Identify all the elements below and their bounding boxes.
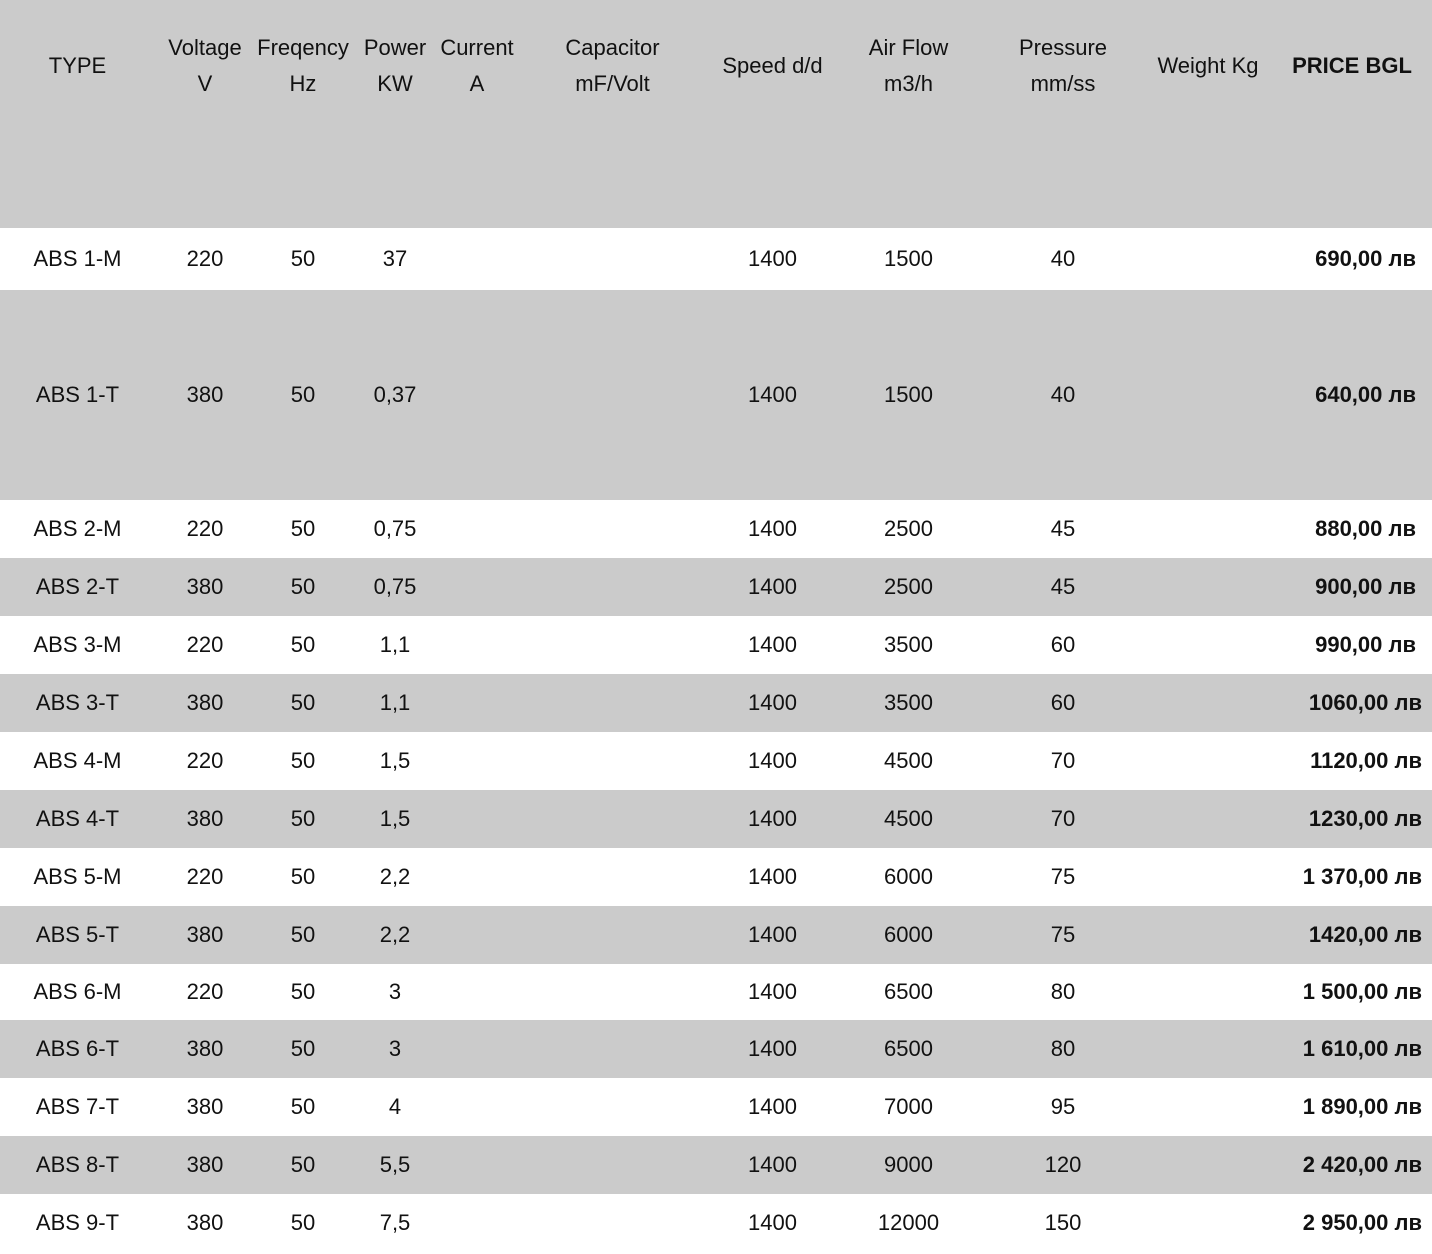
cell-pressure: 70 bbox=[1050, 748, 1076, 773]
cell-pressure: 45 bbox=[1050, 574, 1076, 599]
cell-power: 2,2 bbox=[379, 922, 411, 947]
cell-power: 1,5 bbox=[379, 748, 411, 773]
cell-current bbox=[439, 1020, 515, 1078]
cell-frequency: 50 bbox=[290, 690, 316, 715]
cell-pressure: 45 bbox=[1050, 516, 1076, 541]
cell-frequency: 50 bbox=[290, 516, 316, 541]
column-header-pressure-unit: mm/ss bbox=[1030, 71, 1096, 96]
cell-pressure: 80 bbox=[1050, 979, 1076, 1004]
column-header-power-label: Power bbox=[363, 35, 427, 60]
cell-speed: 1400 bbox=[748, 922, 797, 947]
cell-current bbox=[439, 616, 515, 674]
column-header-power-unit: KW bbox=[377, 71, 413, 96]
cell-power: 0,75 bbox=[373, 516, 417, 541]
cell-power: 1,1 bbox=[379, 690, 411, 715]
cell-current bbox=[439, 790, 515, 848]
cell-airflow: 2500 bbox=[884, 574, 933, 599]
cell-speed: 1400 bbox=[748, 632, 797, 657]
column-header-voltage-label: Voltage bbox=[168, 35, 242, 60]
cell-type: ABS 2-T bbox=[35, 574, 120, 599]
cell-power: 7,5 bbox=[379, 1210, 411, 1235]
column-header-current bbox=[439, 0, 515, 228]
cell-voltage: 220 bbox=[186, 748, 224, 773]
cell-price: 1120,00 лв bbox=[1310, 748, 1422, 773]
column-header-voltage-unit: V bbox=[197, 71, 213, 96]
cell-current bbox=[439, 1194, 515, 1252]
cell-power: 3 bbox=[388, 1036, 402, 1061]
cell-power: 3 bbox=[388, 979, 402, 1004]
cell-power: 0,37 bbox=[373, 382, 417, 407]
column-header-price-label: PRICE BGL bbox=[1292, 53, 1412, 78]
column-header-pressure bbox=[982, 0, 1144, 228]
cell-voltage: 380 bbox=[186, 1152, 224, 1177]
cell-type: ABS 7-T bbox=[35, 1094, 120, 1119]
cell-pressure: 75 bbox=[1050, 864, 1076, 889]
cell-voltage: 380 bbox=[186, 922, 224, 947]
cell-pressure: 70 bbox=[1050, 806, 1076, 831]
cell-voltage: 380 bbox=[186, 806, 224, 831]
cell-speed: 1400 bbox=[748, 748, 797, 773]
cell-price: 1 890,00 лв bbox=[1302, 1094, 1422, 1119]
table-row bbox=[0, 674, 1432, 732]
cell-power: 1,1 bbox=[379, 632, 411, 657]
column-header-speed-label: Speed d/d bbox=[722, 53, 823, 78]
cell-weight bbox=[1144, 732, 1272, 790]
cell-frequency: 50 bbox=[290, 922, 316, 947]
cell-airflow: 12000 bbox=[877, 1210, 940, 1235]
cell-price: 640,00 лв bbox=[1315, 382, 1416, 407]
cell-current bbox=[439, 964, 515, 1020]
cell-type: ABS 1-T bbox=[35, 382, 120, 407]
cell-power: 5,5 bbox=[379, 1152, 411, 1177]
cell-weight bbox=[1144, 1194, 1272, 1252]
cell-pressure: 40 bbox=[1050, 246, 1076, 271]
cell-power: 37 bbox=[382, 246, 408, 271]
cell-speed: 1400 bbox=[748, 979, 797, 1004]
table-row bbox=[0, 290, 1432, 500]
cell-price: 1 370,00 лв bbox=[1302, 864, 1422, 889]
cell-frequency: 50 bbox=[290, 632, 316, 657]
cell-speed: 1400 bbox=[748, 1036, 797, 1061]
cell-capacitor bbox=[515, 1078, 710, 1136]
table-row bbox=[0, 1078, 1432, 1136]
column-header-power bbox=[351, 0, 439, 228]
table-row bbox=[0, 964, 1432, 1020]
cell-frequency: 50 bbox=[290, 1152, 316, 1177]
cell-capacitor bbox=[515, 964, 710, 1020]
column-header-airflow-unit: m3/h bbox=[884, 71, 933, 96]
cell-airflow: 6000 bbox=[884, 922, 933, 947]
column-header-price bbox=[1272, 0, 1432, 228]
table-row bbox=[0, 1136, 1432, 1194]
cell-frequency: 50 bbox=[290, 574, 316, 599]
cell-frequency: 50 bbox=[290, 864, 316, 889]
cell-price: 2 950,00 лв bbox=[1302, 1210, 1422, 1235]
cell-frequency: 50 bbox=[290, 246, 316, 271]
cell-pressure: 80 bbox=[1050, 1036, 1076, 1061]
cell-power: 0,75 bbox=[373, 574, 417, 599]
cell-type: ABS 9-T bbox=[35, 1210, 120, 1235]
column-header-type-label: TYPE bbox=[48, 53, 107, 78]
cell-type: ABS 3-M bbox=[33, 632, 122, 657]
cell-voltage: 380 bbox=[186, 690, 224, 715]
cell-voltage: 220 bbox=[186, 632, 224, 657]
column-header-frequency-label: Freqency bbox=[257, 35, 349, 60]
cell-weight bbox=[1144, 906, 1272, 964]
table-row bbox=[0, 616, 1432, 674]
column-header-current-label: Current bbox=[440, 35, 514, 60]
cell-weight bbox=[1144, 1136, 1272, 1194]
cell-weight bbox=[1144, 558, 1272, 616]
cell-price: 1 500,00 лв bbox=[1302, 979, 1422, 1004]
cell-capacitor bbox=[515, 848, 710, 906]
cell-airflow: 2500 bbox=[884, 516, 933, 541]
cell-voltage: 220 bbox=[186, 516, 224, 541]
cell-frequency: 50 bbox=[290, 748, 316, 773]
table-row bbox=[0, 228, 1432, 290]
cell-current bbox=[439, 906, 515, 964]
cell-current bbox=[439, 848, 515, 906]
cell-price: 990,00 лв bbox=[1315, 632, 1416, 657]
column-header-frequency bbox=[255, 0, 351, 228]
cell-capacitor bbox=[515, 558, 710, 616]
cell-capacitor bbox=[515, 228, 710, 290]
cell-weight bbox=[1144, 290, 1272, 500]
column-header-current-unit: A bbox=[469, 71, 485, 96]
cell-price: 690,00 лв bbox=[1315, 246, 1416, 271]
table-row bbox=[0, 732, 1432, 790]
column-header-weight-label: Weight Kg bbox=[1157, 53, 1259, 78]
cell-weight bbox=[1144, 964, 1272, 1020]
cell-airflow: 6500 bbox=[884, 1036, 933, 1061]
cell-capacitor bbox=[515, 906, 710, 964]
column-header-weight bbox=[1144, 0, 1272, 228]
cell-voltage: 220 bbox=[186, 979, 224, 1004]
cell-weight bbox=[1144, 848, 1272, 906]
cell-speed: 1400 bbox=[748, 864, 797, 889]
cell-voltage: 220 bbox=[186, 864, 224, 889]
table-row bbox=[0, 790, 1432, 848]
cell-airflow: 4500 bbox=[884, 748, 933, 773]
cell-capacitor bbox=[515, 674, 710, 732]
cell-type: ABS 8-T bbox=[35, 1152, 120, 1177]
cell-pressure: 60 bbox=[1050, 690, 1076, 715]
cell-price: 1420,00 лв bbox=[1308, 922, 1422, 947]
cell-weight bbox=[1144, 616, 1272, 674]
cell-capacitor bbox=[515, 790, 710, 848]
cell-airflow: 7000 bbox=[884, 1094, 933, 1119]
cell-type: ABS 3-T bbox=[35, 690, 120, 715]
cell-airflow: 9000 bbox=[884, 1152, 933, 1177]
column-header-speed bbox=[710, 0, 835, 228]
cell-speed: 1400 bbox=[748, 1152, 797, 1177]
cell-airflow: 3500 bbox=[884, 632, 933, 657]
cell-current bbox=[439, 732, 515, 790]
cell-price: 2 420,00 лв bbox=[1302, 1152, 1422, 1177]
cell-weight bbox=[1144, 500, 1272, 558]
cell-pressure: 95 bbox=[1050, 1094, 1076, 1119]
table-row bbox=[0, 558, 1432, 616]
column-header-type bbox=[0, 0, 155, 228]
cell-type: ABS 6-T bbox=[35, 1036, 120, 1061]
cell-weight bbox=[1144, 790, 1272, 848]
cell-frequency: 50 bbox=[290, 1036, 316, 1061]
cell-price: 1230,00 лв bbox=[1308, 806, 1422, 831]
header-row bbox=[0, 0, 1432, 228]
cell-weight bbox=[1144, 1020, 1272, 1078]
cell-power: 4 bbox=[388, 1094, 402, 1119]
cell-type: ABS 2-M bbox=[33, 516, 122, 541]
cell-voltage: 380 bbox=[186, 574, 224, 599]
cell-type: ABS 1-M bbox=[33, 246, 122, 271]
column-header-airflow bbox=[835, 0, 982, 228]
cell-capacitor bbox=[515, 290, 710, 500]
cell-capacitor bbox=[515, 500, 710, 558]
cell-frequency: 50 bbox=[290, 979, 316, 1004]
cell-frequency: 50 bbox=[290, 382, 316, 407]
cell-current bbox=[439, 228, 515, 290]
cell-airflow: 4500 bbox=[884, 806, 933, 831]
cell-pressure: 75 bbox=[1050, 922, 1076, 947]
cell-weight bbox=[1144, 1078, 1272, 1136]
cell-capacitor bbox=[515, 1020, 710, 1078]
cell-airflow: 3500 bbox=[884, 690, 933, 715]
cell-price: 900,00 лв bbox=[1315, 574, 1416, 599]
cell-voltage: 380 bbox=[186, 1036, 224, 1061]
column-header-capacitor-label: Capacitor bbox=[565, 35, 660, 60]
table-body bbox=[0, 228, 1432, 1252]
cell-capacitor bbox=[515, 1194, 710, 1252]
cell-voltage: 220 bbox=[186, 246, 224, 271]
cell-speed: 1400 bbox=[748, 1094, 797, 1119]
cell-speed: 1400 bbox=[748, 516, 797, 541]
cell-speed: 1400 bbox=[748, 806, 797, 831]
cell-current bbox=[439, 558, 515, 616]
cell-airflow: 6000 bbox=[884, 864, 933, 889]
cell-type: ABS 4-M bbox=[33, 748, 122, 773]
cell-frequency: 50 bbox=[290, 1094, 316, 1119]
cell-voltage: 380 bbox=[186, 382, 224, 407]
cell-pressure: 150 bbox=[1044, 1210, 1082, 1235]
cell-speed: 1400 bbox=[748, 690, 797, 715]
table-header bbox=[0, 0, 1432, 228]
cell-type: ABS 4-T bbox=[35, 806, 120, 831]
cell-speed: 1400 bbox=[748, 246, 797, 271]
cell-speed: 1400 bbox=[748, 1210, 797, 1235]
cell-speed: 1400 bbox=[748, 574, 797, 599]
cell-current bbox=[439, 1078, 515, 1136]
cell-current bbox=[439, 500, 515, 558]
table-row bbox=[0, 906, 1432, 964]
cell-airflow: 1500 bbox=[884, 382, 933, 407]
column-header-frequency-unit: Hz bbox=[289, 71, 317, 96]
table-row bbox=[0, 1194, 1432, 1252]
cell-type: ABS 5-T bbox=[35, 922, 120, 947]
cell-airflow: 6500 bbox=[884, 979, 933, 1004]
column-header-capacitor-unit: mF/Volt bbox=[575, 71, 650, 96]
cell-voltage: 380 bbox=[186, 1094, 224, 1119]
cell-price: 1060,00 лв bbox=[1308, 690, 1422, 715]
cell-current bbox=[439, 290, 515, 500]
column-header-pressure-label: Pressure bbox=[1018, 35, 1108, 60]
cell-power: 1,5 bbox=[379, 806, 411, 831]
cell-type: ABS 5-M bbox=[33, 864, 122, 889]
cell-capacitor bbox=[515, 1136, 710, 1194]
cell-weight bbox=[1144, 674, 1272, 732]
table-row bbox=[0, 1020, 1432, 1078]
table-row bbox=[0, 500, 1432, 558]
cell-pressure: 40 bbox=[1050, 382, 1076, 407]
table-row bbox=[0, 848, 1432, 906]
cell-speed: 1400 bbox=[748, 382, 797, 407]
cell-pressure: 120 bbox=[1044, 1152, 1082, 1177]
cell-airflow: 1500 bbox=[884, 246, 933, 271]
cell-frequency: 50 bbox=[290, 1210, 316, 1235]
cell-current bbox=[439, 1136, 515, 1194]
cell-current bbox=[439, 674, 515, 732]
cell-price: 880,00 лв bbox=[1315, 516, 1416, 541]
column-header-capacitor bbox=[515, 0, 710, 228]
cell-weight bbox=[1144, 228, 1272, 290]
cell-power: 2,2 bbox=[379, 864, 411, 889]
cell-capacitor bbox=[515, 616, 710, 674]
cell-frequency: 50 bbox=[290, 806, 316, 831]
cell-capacitor bbox=[515, 732, 710, 790]
cell-type: ABS 6-M bbox=[33, 979, 122, 1004]
column-header-airflow-label: Air Flow bbox=[868, 35, 949, 60]
cell-price: 1 610,00 лв bbox=[1302, 1036, 1422, 1061]
column-header-voltage bbox=[155, 0, 255, 228]
cell-pressure: 60 bbox=[1050, 632, 1076, 657]
cell-voltage: 380 bbox=[186, 1210, 224, 1235]
